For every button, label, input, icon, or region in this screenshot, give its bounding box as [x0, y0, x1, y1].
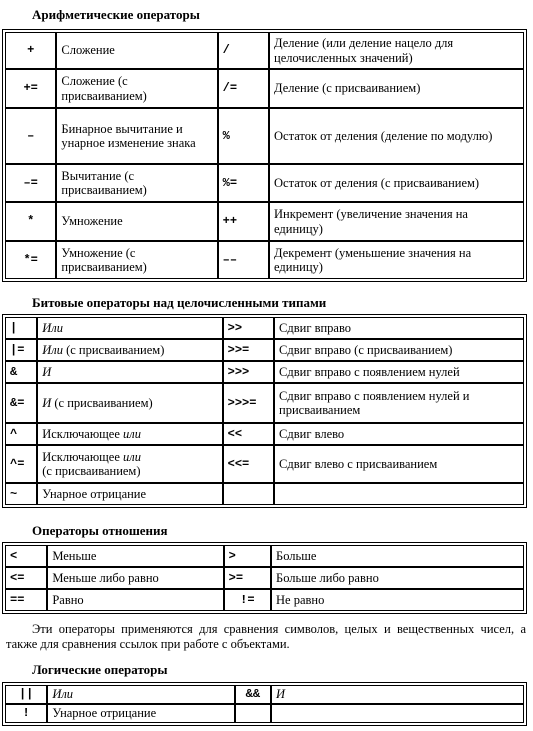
description-cell: Бинарное вычитание и унарное изменение знака [56, 108, 217, 164]
relational-heading: Операторы отношения [32, 523, 168, 538]
description-cell: Остаток от деления (деление по модулю) [269, 108, 524, 164]
table-row [5, 589, 524, 611]
operator-cell: == [5, 589, 47, 611]
description-cell: Умножение (с присваиванием) [56, 241, 217, 279]
table-row [5, 545, 524, 567]
description-cell: Декремент (уменьшение значения на единицу) [269, 241, 524, 279]
description-cell: Исключающее или (с присваиванием) [37, 445, 222, 483]
operator-cell: && [235, 685, 271, 704]
operator-cell: || [5, 685, 47, 704]
operator-cell: << [223, 423, 274, 445]
table-row [5, 383, 524, 423]
description-cell: Не равно [271, 589, 524, 611]
operator-cell: / [218, 32, 269, 69]
operator-cell: <= [5, 567, 47, 589]
table-row [5, 164, 524, 202]
description-cell: Больше либо равно [271, 567, 524, 589]
table-row [5, 445, 524, 483]
description-cell: Сдвиг влево [274, 423, 524, 445]
table-row [5, 685, 524, 704]
description-cell: Или [37, 317, 222, 339]
relational-table [2, 542, 527, 614]
description-cell: Меньше [47, 545, 223, 567]
operator-cell: %= [218, 164, 269, 202]
operator-cell: >= [224, 567, 271, 589]
description-cell: Сложение [56, 32, 217, 69]
operator-cell: &= [5, 383, 37, 423]
bitwise-heading: Битовые операторы над целочисленными типами [32, 295, 327, 310]
operator-cell: /= [218, 69, 269, 108]
table-row [5, 108, 524, 164]
bitwise-table [2, 314, 527, 508]
description-cell: Больше [271, 545, 524, 567]
operator-cell: + [5, 32, 56, 69]
description-cell: Сложение (с присваиванием) [56, 69, 217, 108]
description-cell: Исключающее или [37, 423, 222, 445]
description-cell: Или (с присваиванием) [37, 339, 222, 361]
description-cell: И (с присваиванием) [37, 383, 222, 423]
operator-cell [235, 704, 271, 723]
description-cell: Унарное отрицание [37, 483, 222, 505]
operator-cell: ^= [5, 445, 37, 483]
operator-cell: –– [218, 241, 269, 279]
table-row [5, 339, 524, 361]
table-row [5, 317, 524, 339]
table-row [5, 361, 524, 383]
table-row [5, 483, 524, 505]
description-cell: Умножение [56, 202, 217, 241]
description-cell: И [37, 361, 222, 383]
description-cell [274, 483, 524, 505]
operator-cell: ++ [218, 202, 269, 241]
table-row [5, 567, 524, 589]
body-paragraph: Эти операторы применяются для сравнения символов, целых и вещественных чисел, а также для сравнения ссылок при работе с объектами. [6, 622, 526, 651]
operator-cell: >>>= [223, 383, 274, 423]
logical-table [2, 682, 527, 726]
operator-cell: ~ [5, 483, 37, 505]
description-cell: Инкремент (увеличение значения на единицу) [269, 202, 524, 241]
operator-cell: >> [223, 317, 274, 339]
description-cell: Сдвиг вправо с появлением нулей и присваиванием [274, 383, 524, 423]
description-cell: Или [47, 685, 234, 704]
description-cell: Сдвиг вправо (с присваиванием) [274, 339, 524, 361]
operator-cell: ^ [5, 423, 37, 445]
description-cell: Сдвиг влево с присваиванием [274, 445, 524, 483]
arithmetic-table [2, 29, 527, 282]
description-cell: Меньше либо равно [47, 567, 223, 589]
description-cell: Сдвиг вправо [274, 317, 524, 339]
table-row [5, 202, 524, 241]
logical-heading: Логические операторы [32, 662, 168, 677]
arithmetic-heading: Арифметические операторы [32, 7, 200, 22]
description-cell: Остаток от деления (с присваиванием) [269, 164, 524, 202]
description-cell: Деление (с присваиванием) [269, 69, 524, 108]
table-row [5, 32, 524, 69]
operator-cell: –= [5, 164, 56, 202]
operator-cell: % [218, 108, 269, 164]
operator-cell: *= [5, 241, 56, 279]
table-row [5, 423, 524, 445]
table-row [5, 704, 524, 723]
description-cell: Деление (или деление нацело для целочисленных значений) [269, 32, 524, 69]
operator-cell [223, 483, 274, 505]
description-cell [271, 704, 524, 723]
operator-cell: |= [5, 339, 37, 361]
operator-cell: – [5, 108, 56, 164]
description-cell: И [271, 685, 524, 704]
operator-cell: & [5, 361, 37, 383]
operator-cell: * [5, 202, 56, 241]
operator-cell: >>> [223, 361, 274, 383]
table-row [5, 69, 524, 108]
operator-cell: > [224, 545, 271, 567]
operator-cell: ! [5, 704, 47, 723]
operator-cell: < [5, 545, 47, 567]
operator-cell: | [5, 317, 37, 339]
description-cell: Сдвиг вправо с появлением нулей [274, 361, 524, 383]
operator-cell: != [224, 589, 271, 611]
operator-cell: += [5, 69, 56, 108]
table-row [5, 241, 524, 279]
description-cell: Равно [47, 589, 223, 611]
operator-cell: <<= [223, 445, 274, 483]
description-cell: Вычитание (с присваиванием) [56, 164, 217, 202]
operator-cell: >>= [223, 339, 274, 361]
description-cell: Унарное отрицание [47, 704, 234, 723]
